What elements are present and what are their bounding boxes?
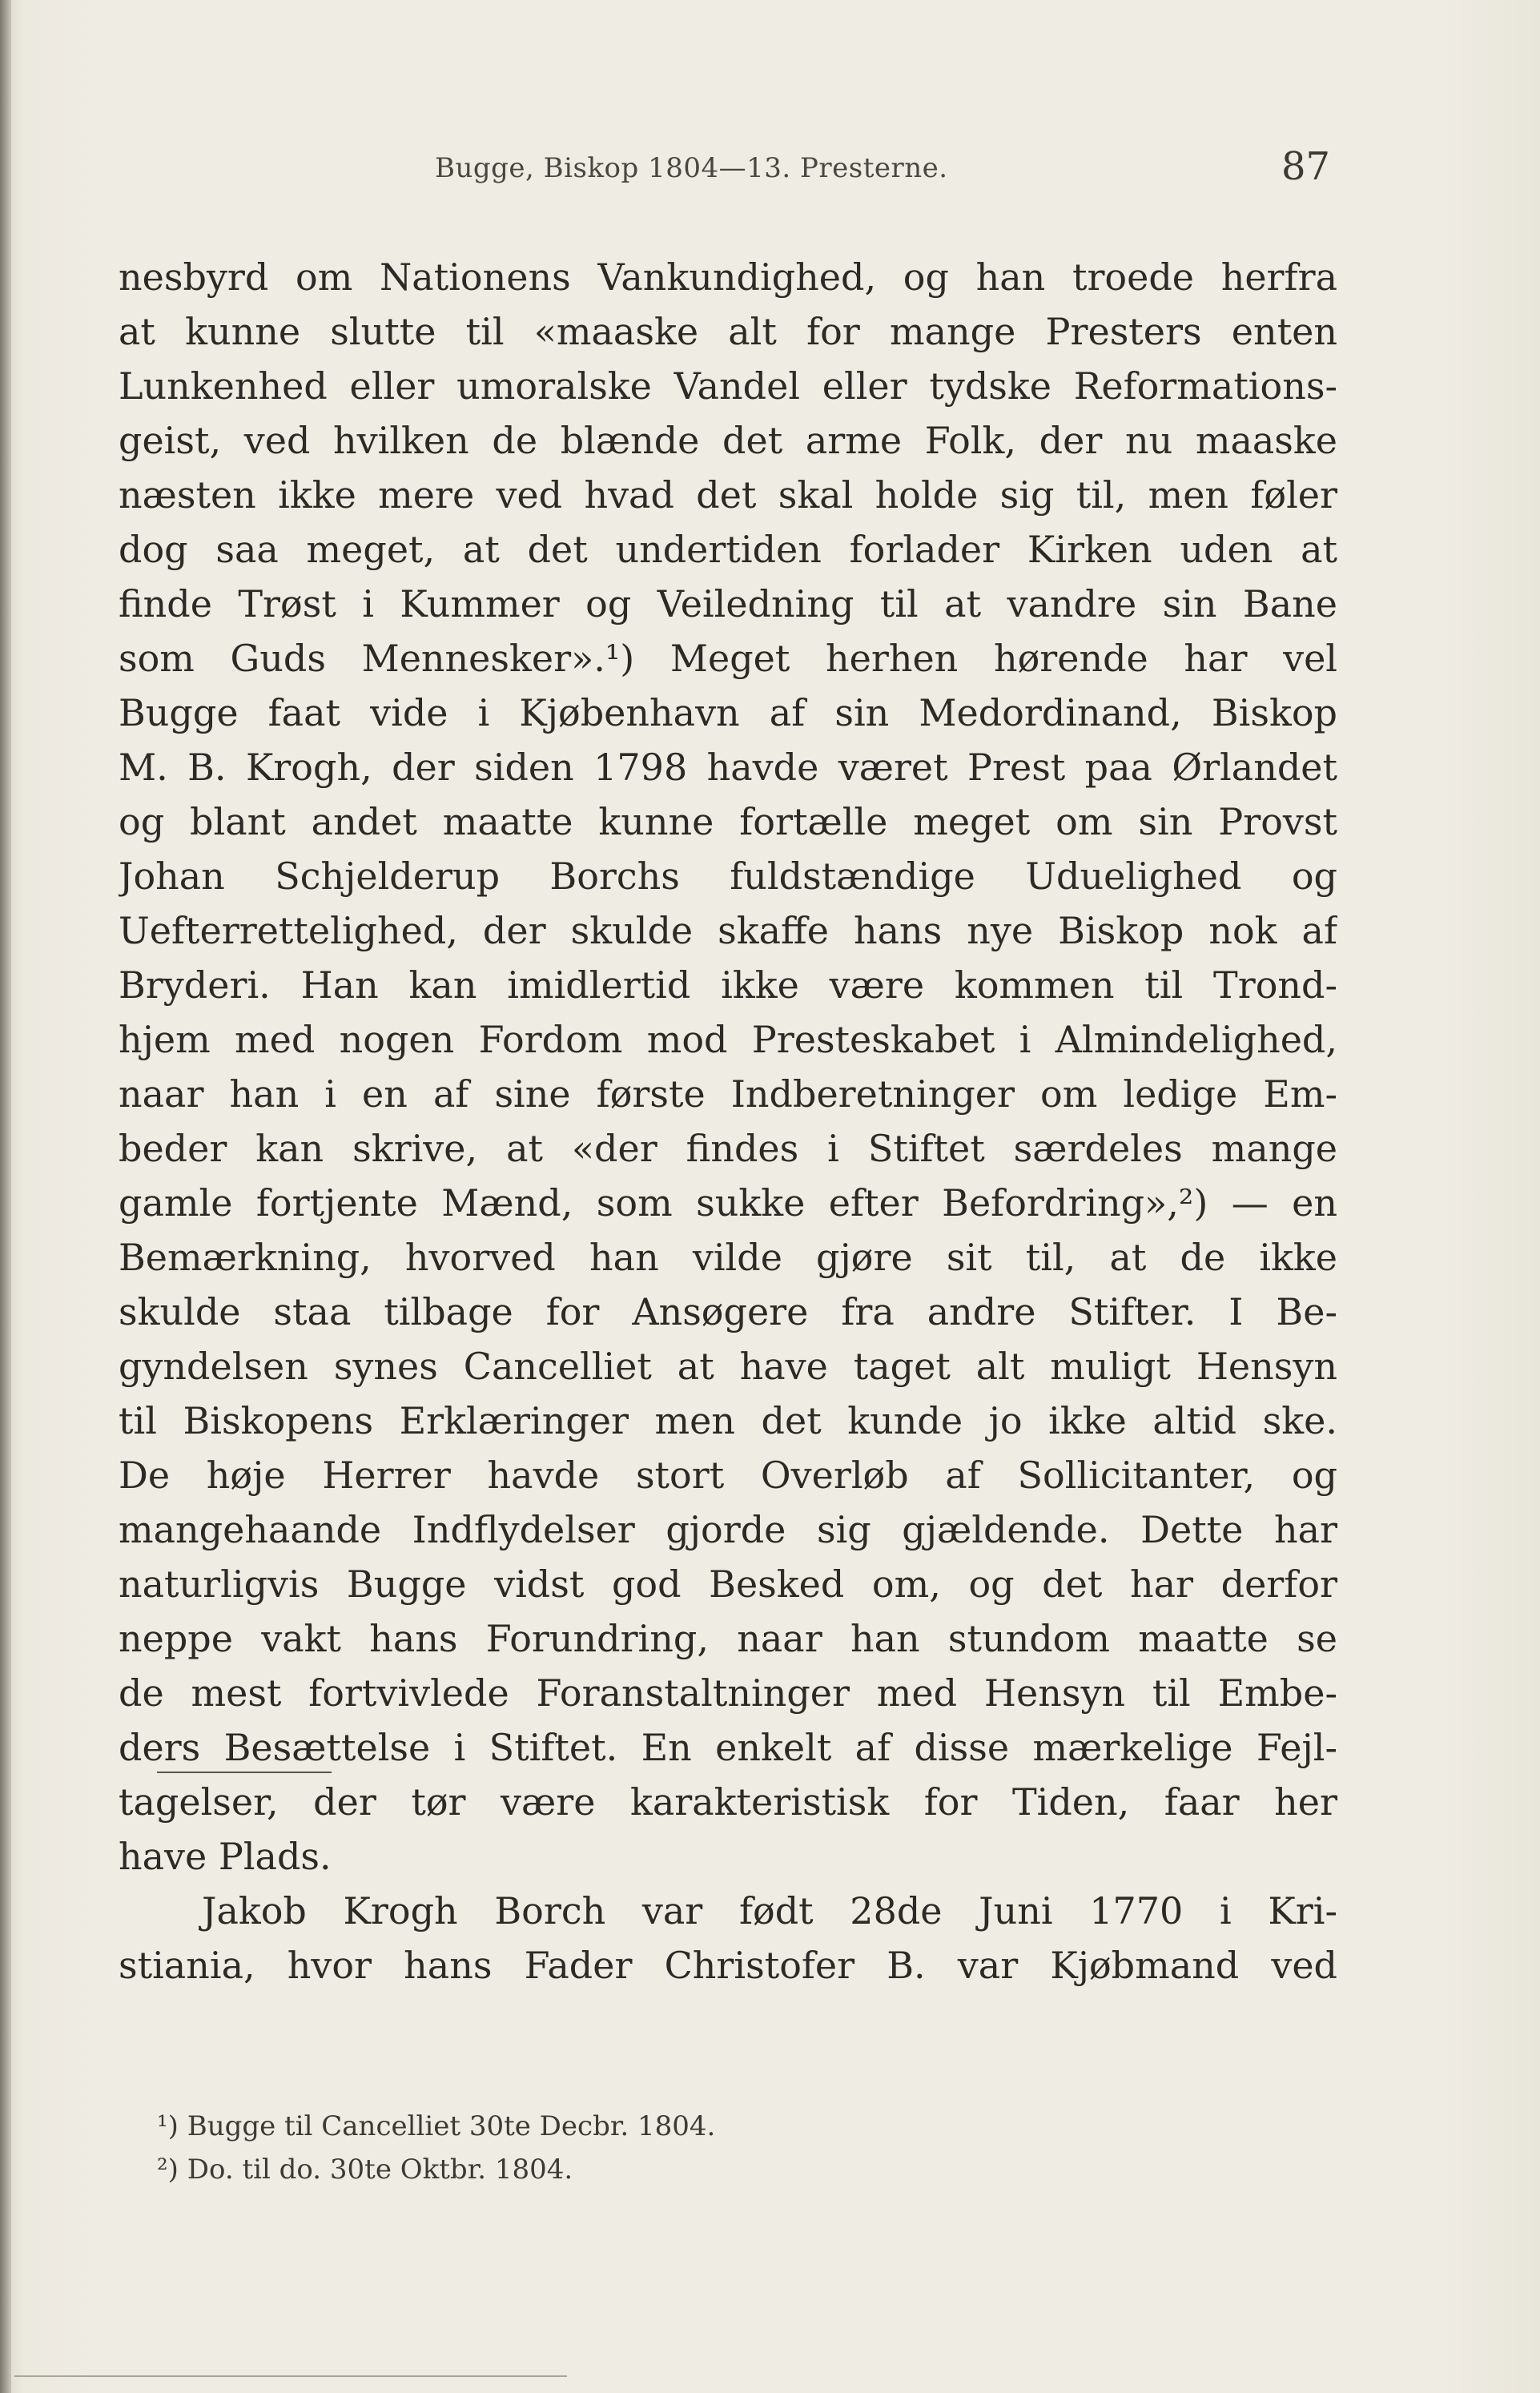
text-line: dog saa meget, at det undertiden forlader Kirken uden at [119, 528, 1337, 571]
text-line: gamle fortjente Mænd, som sukke efter Befordring»,²) — en [119, 1181, 1337, 1225]
text-line: neppe vakt hans Forundring, naar han stundom maatte se [119, 1617, 1337, 1660]
text-line: Bemærkning, hvorved han vilde gjøre sit til, at de ikke [119, 1236, 1337, 1279]
book-spine-shadow [0, 0, 11, 2393]
page-edge-line [14, 2375, 567, 2377]
text-line: Lunkenhed eller umoralske Vandel eller tydske Reformations- [119, 364, 1337, 408]
text-line: beder kan skrive, at «der findes i Stiftet særdeles mange [119, 1127, 1337, 1170]
text-line: M. B. Krogh, der siden 1798 havde været Prest paa Ørlandet [119, 746, 1337, 789]
running-head: Bugge, Biskop 1804—13. Presterne. [435, 152, 948, 184]
text-line: De høje Herrer havde stort Overløb af Sollicitanter, og [119, 1454, 1337, 1497]
text-line: som Guds Mennesker».¹) Meget herhen hørende har vel [119, 637, 1337, 680]
text-line: skulde staa tilbage for Ansøgere fra andre Stifter. I Be- [119, 1290, 1337, 1333]
text-line: at kunne slutte til «maaske alt for mange Presters enten [119, 310, 1337, 353]
page-number: 87 [1281, 144, 1331, 189]
text-line: gyndelsen synes Cancelliet at have taget alt muligt Hensyn [119, 1345, 1337, 1388]
text-line: Johan Schjelderup Borchs fuldstændige Uduelighed og [119, 855, 1337, 898]
text-line: have Plads. [119, 1835, 332, 1878]
text-line: Bugge faat vide i Kjøbenhavn af sin Medordinand, Biskop [119, 691, 1337, 734]
text-line: naar han i en af sine første Indberetninger om ledige Em- [119, 1072, 1337, 1116]
text-line: stiania, hvor hans Fader Christofer B. var Kjøbmand ved [119, 1944, 1337, 1987]
text-line: geist, ved hvilken de blænde det arme Folk, der nu maaske [119, 419, 1337, 462]
text-line: ders Besættelse i Stiftet. En enkelt af disse mærkelige Fejl- [119, 1726, 1337, 1769]
text-line: næsten ikke mere ved hvad det skal holde sig til, men føler [119, 473, 1337, 517]
footnote: ¹) Bugge til Cancelliet 30te Decbr. 1804. [157, 2110, 716, 2142]
footnotes [157, 2105, 715, 2191]
text-line: Jakob Krogh Borch var født 28de Juni 1770 i Kri- [202, 1889, 1337, 1932]
text-line: til Biskopens Erklæringer men det kunde jo ikke altid ske. [119, 1399, 1337, 1442]
text-line: naturligvis Bugge vidst god Besked om, og det har derfor [119, 1562, 1337, 1606]
text-line: hjem med nogen Fordom mod Presteskabet i Almindelighed, [119, 1018, 1337, 1061]
text-line: mangehaande Indflydelser gjorde sig gjældende. Dette har [119, 1508, 1337, 1551]
footnote: ²) Do. til do. 30te Oktbr. 1804. [157, 2154, 573, 2186]
body-text [119, 250, 1337, 1993]
text-line: og blant andet maatte kunne fortælle meget om sin Provst [119, 800, 1337, 843]
text-line: tagelser, der tør være karakteristisk for Tiden, faar her [119, 1780, 1337, 1824]
text-line: nesbyrd om Nationens Vankundighed, og han troede herfra [119, 255, 1337, 299]
footnote-rule [157, 1772, 332, 1773]
text-line: Uefterrettelighed, der skulde skaffe hans nye Biskop nok af [119, 909, 1337, 952]
text-line: finde Trøst i Kummer og Veiledning til at vandre sin Bane [119, 582, 1337, 625]
text-line: Bryderi. Han kan imidlertid ikke være kommen til Trond- [119, 963, 1337, 1007]
text-line: de mest fortvivlede Foranstaltninger med Hensyn til Embe- [119, 1671, 1337, 1715]
